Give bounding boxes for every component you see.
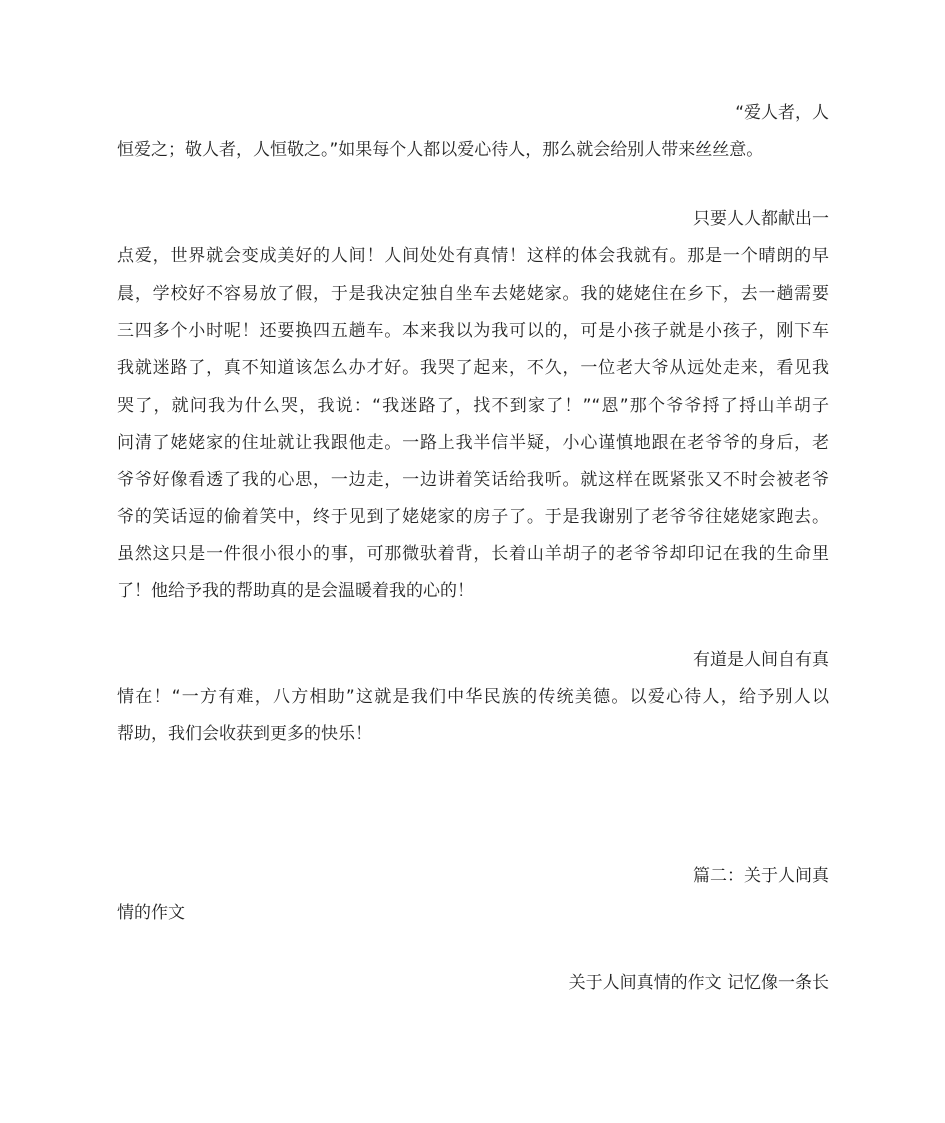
paragraph-2-line-11: 了！他给予我的帮助真的是会温暖着我的心的！: [117, 581, 474, 601]
paragraph-2-line-5: 我就迷路了，真不知道该怎么办才好。我哭了起来，不久，一位老大爷从远处走来，看见我: [117, 358, 829, 378]
paragraph-3-line-3: 帮助，我们会收获到更多的快乐！: [117, 724, 372, 744]
paragraph-2-line-10: 虽然这只是一件很小很小的事，可那微驮着背，长着山羊胡子的老爷爷却印记在我的生命里: [117, 544, 829, 564]
paragraph-2-line-2: 点爱，世界就会变成美好的人间！人间处处有真情！这样的体会我就有。那是一个晴朗的早: [117, 246, 829, 266]
paragraph-2-line-9: 爷的笑话逗的偷着笑中，终于见到了姥姥家的房子了。于是我谢别了老爷爷往姥姥家跑去。: [117, 507, 829, 527]
section-heading-line-2: 情的作文: [117, 903, 185, 923]
paragraph-1-line-2: 恒爱之；敬人者，人恒敬之。”如果每个人都以爱心待人，那么就会给别人带来丝丝意。: [117, 140, 764, 160]
paragraph-2-line-8: 爷爷好像看透了我的心思，一边走，一边讲着笑话给我听。就这样在既紧张又不时会被老爷: [117, 470, 829, 490]
paragraph-2-line-7: 问清了姥姥家的住址就让我跟他走。一路上我半信半疑，小心谨慎地跟在老爷爷的身后，老: [117, 433, 829, 453]
section-heading-line-1: 篇二：关于人间真: [693, 866, 829, 886]
paragraph-2-line-1: 只要人人都献出一: [693, 209, 829, 229]
paragraph-2-line-6: 哭了，就问我为什么哭，我说：“我迷路了，找不到家了！”“恩”那个爷爷捋了捋山羊胡子: [117, 396, 829, 416]
paragraph-2-line-4: 三四多个小时呢！还要换四五趟车。本来我以为我可以的，可是小孩子就是小孩子，刚下车: [117, 321, 829, 341]
paragraph-2-line-3: 晨，学校好不容易放了假，于是我决定独自坐车去姥姥家。我的姥姥住在乡下，去一趟需要: [117, 284, 829, 304]
paragraph-3-line-2: 情在！“一方有难，八方相助”这就是我们中华民族的传统美德。以爱心待人，给予别人以: [117, 687, 829, 707]
paragraph-4-line-1: 关于人间真情的作文 记忆像一条长: [568, 973, 829, 993]
paragraph-3-line-1: 有道是人间自有真: [693, 650, 829, 670]
paragraph-1-line-1: “爱人者，人: [735, 103, 829, 123]
